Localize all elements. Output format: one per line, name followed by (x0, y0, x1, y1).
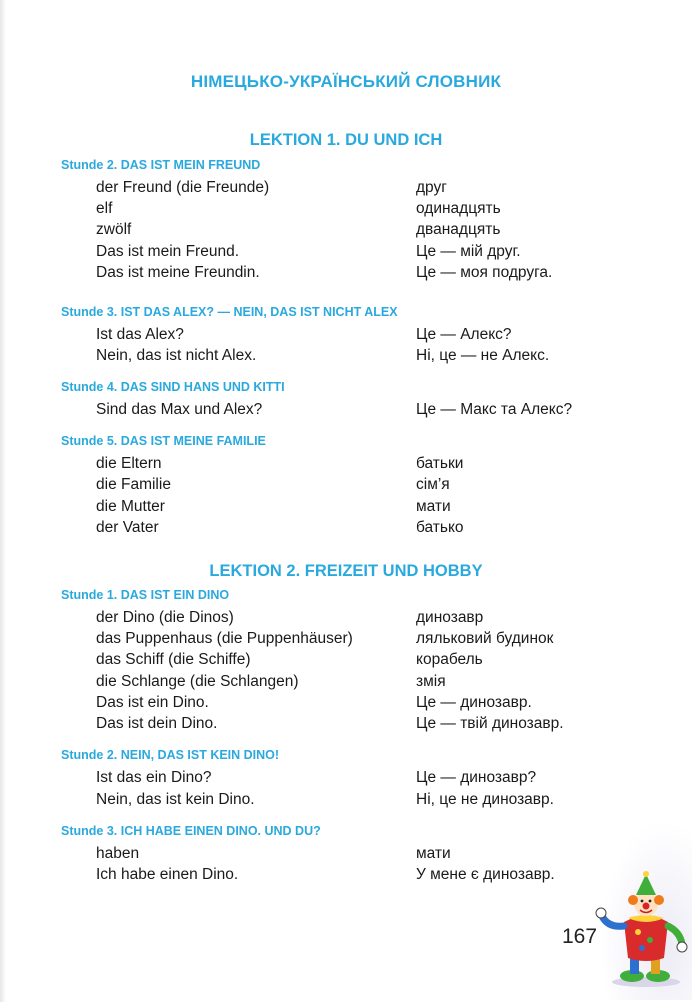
vocab-row (0, 609, 692, 630)
ukrainian-translation: Це — моя подруга. (416, 264, 553, 281)
vocab-row (0, 243, 692, 264)
ukrainian-translation: У мене є динозавр. (416, 866, 555, 883)
german-term: der Freund (die Freunde) (96, 179, 270, 196)
ukrainian-translation: Це — твій динозавр. (416, 715, 564, 732)
vocab-row (0, 769, 692, 790)
vocab-row (0, 264, 692, 285)
stunde-heading: Stunde 5. DAS IST MEINE FAMILIE (61, 434, 266, 448)
clown-mascot-illustration (588, 870, 688, 990)
german-term: der Dino (die Dinos) (96, 609, 234, 626)
german-term: der Vater (96, 519, 159, 536)
vocab-row (0, 694, 692, 715)
vocab-row (0, 498, 692, 519)
german-term: das Schiff (die Schiffe) (96, 651, 251, 668)
german-term: die Schlange (die Schlangen) (96, 673, 299, 690)
lektion-2-heading: LEKTION 2. FREIZEIT UND HOBBY (209, 562, 483, 580)
vocab-row (0, 651, 692, 672)
vocab-row (0, 519, 692, 540)
page-number: 167 (562, 925, 598, 948)
vocab-row (0, 455, 692, 476)
ukrainian-translation: ляльковий будинок (416, 630, 554, 647)
ukrainian-translation: корабель (416, 651, 483, 668)
ukrainian-translation: друг (416, 179, 447, 196)
german-term: die Eltern (96, 455, 162, 472)
vocab-row (0, 401, 692, 422)
ukrainian-translation: батько (416, 519, 464, 536)
stunde-heading: Stunde 4. DAS SIND HANS UND KITTI (61, 380, 285, 394)
stunde-heading: Stunde 2. DAS IST MEIN FREUND (61, 158, 261, 172)
ukrainian-translation: Це — динозавр? (416, 769, 537, 786)
vocab-row (0, 673, 692, 694)
ukrainian-translation: динозавр (416, 609, 484, 626)
vocab-row (0, 845, 692, 866)
ukrainian-translation: Це — Макс та Алекс? (416, 401, 573, 418)
vocab-row (0, 326, 692, 347)
vocab-row (0, 200, 692, 221)
vocab-row (0, 715, 692, 736)
german-term: Ist das ein Dino? (96, 769, 212, 786)
german-term: die Familie (96, 476, 171, 493)
ukrainian-translation: Ні, це — не Алекс. (416, 347, 550, 364)
ukrainian-translation: батьки (416, 455, 464, 472)
stunde-heading: Stunde 3. IST DAS ALEX? — NEIN, DAS IST NICHT ALEX (61, 305, 398, 319)
ukrainian-translation: змія (416, 673, 446, 690)
german-term: Das ist meine Freundin. (96, 264, 260, 281)
german-term: Sind das Max und Alex? (96, 401, 263, 418)
german-term: haben (96, 845, 140, 862)
vocab-row (0, 179, 692, 200)
ukrainian-translation: одинадцять (416, 200, 501, 217)
ukrainian-translation: дванадцять (416, 221, 501, 238)
ukrainian-translation: Ні, це не динозавр. (416, 791, 554, 808)
vocab-row (0, 791, 692, 812)
lektion-1-heading: LEKTION 1. DU UND ICH (249, 131, 443, 149)
german-term: Ist das Alex? (96, 326, 184, 343)
vocab-row (0, 476, 692, 497)
ukrainian-translation: мати (416, 845, 451, 862)
vocab-row (0, 221, 692, 242)
ukrainian-translation: сім’я (416, 476, 450, 493)
ukrainian-translation: мати (416, 498, 451, 515)
german-term: die Mutter (96, 498, 165, 515)
stunde-heading: Stunde 1. DAS IST EIN DINO (61, 588, 230, 602)
ukrainian-translation: Це — Алекс? (416, 326, 512, 343)
german-term: Nein, das ist nicht Alex. (96, 347, 257, 364)
german-term: Nein, das ist kein Dino. (96, 791, 255, 808)
stunde-heading: Stunde 3. ICH HABE EINEN DINO. UND DU? (61, 824, 321, 838)
german-term: das Puppenhaus (die Puppenhäuser) (96, 630, 353, 647)
german-term: Das ist dein Dino. (96, 715, 218, 732)
ukrainian-translation: Це — динозавр. (416, 694, 532, 711)
page-title: НІМЕЦЬКО-УКРАЇНСЬКИЙ СЛОВНИК (190, 72, 502, 91)
german-term: elf (96, 200, 113, 217)
vocab-row (0, 347, 692, 368)
german-term: Ich habe einen Dino. (96, 866, 239, 883)
german-term: Das ist mein Freund. (96, 243, 239, 260)
ukrainian-translation: Це — мій друг. (416, 243, 521, 260)
vocab-row (0, 630, 692, 651)
stunde-heading: Stunde 2. NEIN, DAS IST KEIN DINO! (61, 748, 280, 762)
german-term: Das ist ein Dino. (96, 694, 209, 711)
german-term: zwölf (96, 221, 132, 238)
